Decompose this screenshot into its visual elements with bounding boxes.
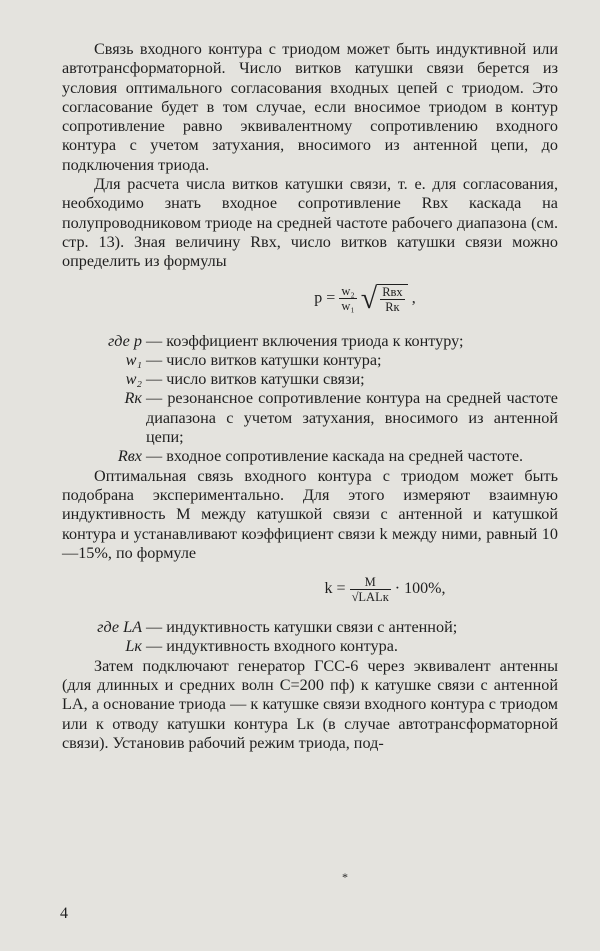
legend-2 — [62, 618, 558, 657]
legend-symbol: Lк — [125, 637, 142, 656]
formula2-lhs: k = — [324, 580, 346, 598]
formula1-numerator: w₂ — [341, 284, 355, 299]
sqrt-icon: √ — [360, 281, 378, 315]
legend-text: — резонансное сопротивление контура на средней частоте диапазона с учетом затухания, вносимого из антенной цепи; — [146, 389, 558, 447]
formula2-numerator: M — [350, 575, 391, 590]
formula1-sqrt-denominator: Rк — [385, 299, 400, 314]
legend-row — [62, 332, 558, 351]
paragraph-1: Связь входного контура с триодом может быть индуктивной или автотрансформаторной. Число витков катушки связи берется из условия оптимального согласования входных цепей с триодом. Это согласование будет в том случае, если вносимое триодом в контур сопротивление равно эквивалентному сопротивлению входного контура с учетом затухания, вносимого из антенной цепи, до подключения триода. — [62, 40, 558, 174]
formula-coupling-coefficient — [62, 272, 558, 332]
paragraph-4: Затем подключают генератор ГСС-6 через эквивалент антенны (для длинных и средних волн C=200 пф) к катушке связи с антенной LА, а основание триода — к катушке связи входного контура с триодом или к отводу катушки контура Lк (в случае автотрансформаторной связи). Установив рабочий режим триода, под- — [62, 656, 558, 752]
legend-row — [62, 637, 558, 656]
formula1-sqrt-numerator: Rвх — [382, 284, 403, 299]
legend-text: — число витков катушки связи; — [146, 370, 365, 389]
legend-row — [62, 618, 558, 637]
formula1-fraction — [339, 284, 356, 313]
formula2-fraction — [350, 575, 391, 604]
formula-mutual-coupling — [62, 563, 558, 618]
legend-text: — коэффициент включения триода к контуру; — [146, 331, 464, 350]
legend-row — [62, 447, 558, 466]
legend-text: — индуктивность входного контура. — [146, 637, 398, 656]
legend-row — [62, 351, 558, 370]
legend-text: — индуктивность катушки связи с антенной; — [146, 618, 458, 637]
legend-text: — число витков катушки контура; — [146, 350, 382, 369]
legend-symbol: где p — [107, 331, 142, 350]
legend-symbol: w₁ — [125, 350, 142, 369]
formula2-denominator: √LАLк — [351, 590, 389, 605]
formula1-denominator: w₁ — [341, 299, 355, 314]
legend-symbol: w₂ — [125, 370, 142, 389]
legend-row — [62, 389, 558, 447]
legend-symbol: где LА — [97, 618, 142, 637]
legend-row — [62, 370, 558, 389]
page-number: 4 — [60, 905, 68, 922]
formula1-tail: , — [411, 289, 416, 307]
paragraph-3: Оптимальная связь входного контура с триодом может быть подобрана экспериментально. Для этого измеряют взаимную индуктивность M между катушкой связи с антенной и катушкой контура и устанавливают коэффициент связи k между ними, равный 10—15%, по формуле — [62, 466, 558, 562]
print-mark: * — [342, 870, 348, 884]
formula2-tail: · 100%, — [394, 580, 446, 598]
legend-text: — входное сопротивление каскада на средней частоте. — [146, 447, 524, 466]
legend-symbol: Rвх — [117, 447, 142, 466]
formula1-lhs: p = — [314, 289, 336, 307]
legend-symbol: Rк — [124, 389, 142, 408]
legend-1 — [62, 332, 558, 467]
page-content — [62, 40, 558, 753]
paragraph-2: Для расчета числа витков катушки связи, т. е. для согласования, необходимо знать входное сопротивление Rвх каскада на полупроводниковом триоде на средней частоте рабочего диапазона (см. стр. 13). Зная величину Rвх, число витков катушки связи можно определить из формулы — [62, 175, 558, 271]
formula1-sqrt — [361, 282, 408, 316]
